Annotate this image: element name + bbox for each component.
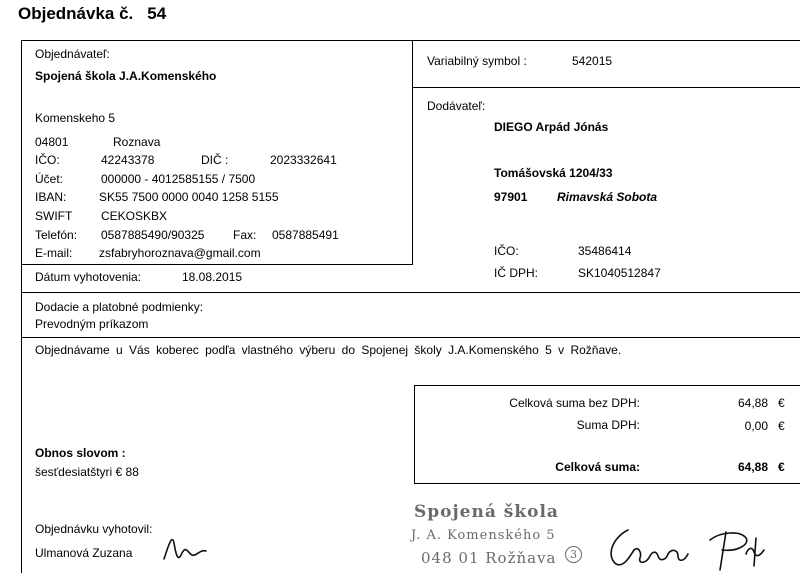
terms-heading: Dodacie a platobné podmienky: [35,300,204,314]
buyer-dic: 2023332641 [270,153,337,167]
buyer-bottom-line [21,292,412,293]
buyer-swift: CEKOSKBX [101,209,168,223]
frame-left-line [21,40,22,573]
buyer-ico-label: IČO: [35,153,60,167]
buyer-swift-label: SWIFT [35,209,73,223]
vat-value: 0,00 [744,419,768,433]
stamp-line-3: 048 01 Rožňava [421,549,557,567]
supplier-name: DIEGO Arpád Jónás [494,120,609,134]
currency-1: € [778,396,785,410]
buyer-iban: SK55 7500 0000 0040 1258 5155 [99,190,279,204]
totals-left-line [414,385,415,484]
supplier-city: Rimavská Sobota [557,190,658,204]
currency-3: € [778,460,785,474]
order-title [18,4,166,24]
date-value: 18.08.2015 [182,270,243,284]
buyer-fax: 0587885491 [272,228,339,242]
buyer-email: zsfabryhoroznava@gmail.com [99,246,261,260]
order-number: 54 [147,4,167,23]
vat-label: Suma DPH: [576,418,640,432]
total-without-vat-value: 64,88 [737,396,768,410]
date-label: Dátum vyhotovenia: [35,270,142,284]
currency-2: € [778,419,785,433]
terms-value: Prevodným príkazom [35,317,149,331]
amount-words-value: šesťdesiatštyri € 88 [35,465,139,479]
frame-middle-line [412,40,413,265]
totals-top-line [414,385,800,386]
prepared-by-label: Objednávku vyhotovil: [35,522,153,536]
buyer-phone-label: Telefón: [35,228,78,242]
prepared-by-name: Ulmanová Zuzana [35,546,133,560]
supplier-ico: 35486414 [578,244,632,258]
buyer-name: Spojená škola J.A.Komenského [35,69,217,83]
buyer-phone: 0587885490/90325 [101,228,205,242]
preparer-signature [160,525,212,565]
total-value: 64,88 [737,460,768,474]
buyer-dic-label: DIČ : [201,153,229,167]
supplier-ico-label: IČO: [494,244,519,258]
buyer-account-label: Účet: [35,172,64,186]
stamp-number-mark: 3 [565,546,582,563]
amount-words-label: Obnos slovom : [35,446,126,460]
supplier-icdph-label: IČ DPH: [494,266,539,280]
order-text: Objednávame u Vás koberec podľa vlastného výberu do Spojenej školy J.A.Komenského 5 v Rožňave. [35,343,622,357]
variable-symbol-label: Variabilný symbol : [427,54,527,68]
order-title-label: Objednávka č. [18,4,134,23]
buyer-heading: Objednávateľ: [35,47,110,61]
supplier-street: Tomášovská 1204/33 [494,166,613,180]
supplier-zip: 97901 [494,190,528,204]
supplier-icdph: SK1040512847 [578,266,661,280]
director-signature [598,520,770,573]
buyer-ico: 42243378 [101,153,155,167]
vs-bottom-line [412,87,800,88]
terms-bottom-line [21,337,800,338]
supplier-bottom-line [412,292,800,293]
buyer-iban-label: IBAN: [35,190,67,204]
stamp-line-1: Spojená škola [414,502,559,522]
buyer-city: Roznava [113,135,161,149]
buyer-zip: 04801 [35,135,69,149]
stamp-line-2: J. A. Komenského 5 [411,528,556,543]
buyer-fax-label: Fax: [233,228,257,242]
buyer-street: Komenskeho 5 [35,111,116,125]
buyer-account: 000000 - 4012585155 / 7500 [101,172,256,186]
frame-top-line [21,40,800,41]
buyer-email-label: E-mail: [35,246,73,260]
supplier-heading: Dodávateľ: [427,99,486,113]
variable-symbol-value: 542015 [572,54,613,68]
total-label: Celková suma: [555,460,640,474]
buyer-date-line [21,264,412,265]
total-without-vat-label: Celková suma bez DPH: [509,396,640,410]
totals-bottom-line [414,483,800,484]
